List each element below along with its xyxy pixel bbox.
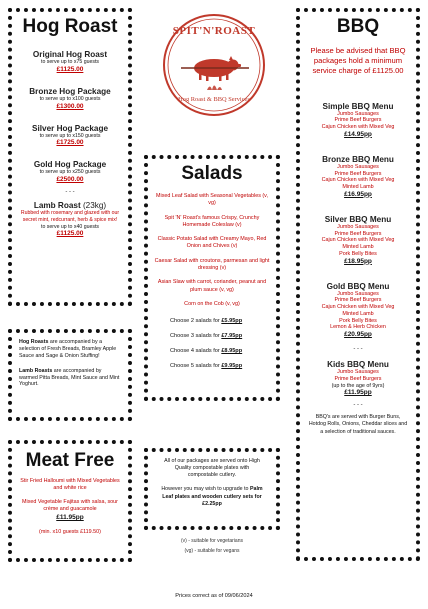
salads-panel: [144, 155, 280, 401]
choose-price: £5.95pp: [221, 318, 243, 325]
upgrade-offer: Palm Leaf plates and wooden cutlery sets for £2.25pp: [162, 486, 263, 507]
menu-price: £11.95pp: [344, 389, 372, 397]
package-price: £2500.00: [56, 176, 84, 183]
menu-item: Cajun Chicken with Mixed Veg: [321, 237, 395, 244]
bbq-menu-silver: [304, 215, 412, 265]
menu-item: Prime Beef Burgers: [334, 297, 382, 304]
bbq-menu-kids: [304, 360, 412, 396]
lamb-title: [12, 201, 128, 210]
prices-footer: Prices correct as of 09/06/2024: [175, 593, 253, 599]
meat-free-item-2: Mixed Vegetable Fajitas with salsa, sour crème and guacamole: [22, 498, 118, 512]
choose-option: Choose 4 salads for £8.95pp: [170, 348, 243, 355]
menu-name: Bronze BBQ Menu: [322, 154, 394, 164]
menu-item: Minted Lamb: [342, 184, 374, 191]
choose-option: Choose 2 salads for £5.95pp: [170, 318, 243, 325]
lamb-name: Lamb Roast: [33, 201, 81, 210]
hog-accomp-text: are accompanied by a selection of Fresh Breads, Bramley Apple Sauce and Sage & Onion Stuffing!: [19, 339, 117, 359]
legend-vegan: (vg) - suitable for vegans: [184, 547, 240, 554]
lamb-description: Rubbed with rosemary and glazed with our secret mint, redcurrant, herb & spice mix!: [20, 210, 120, 223]
menu-price: £14.95pp: [344, 130, 372, 138]
lamb-serves: to serve up to x40 guests: [41, 223, 99, 230]
logo: [159, 10, 269, 120]
menu-name: Simple BBQ Menu: [322, 101, 394, 111]
choose-price: £7.95pp: [221, 333, 243, 340]
menu-name: Kids BBQ Menu: [327, 360, 389, 370]
lamb-roast: [12, 201, 128, 237]
menu-item: (up to the age of 9yrs): [331, 382, 385, 389]
package-name: Bronze Hog Package: [29, 86, 111, 96]
hog-roast-title: Hog Roast: [22, 16, 118, 37]
package-detail: to serve up to x100 guests: [39, 95, 101, 102]
package-price: £1725.00: [56, 139, 84, 147]
salad-pricing: [154, 318, 270, 369]
meat-free-min: (min. x10 guests £119.50): [39, 529, 101, 536]
bbq-notice: Please be advised that BBQ packages hold a minimum service charge of £1125.00: [310, 46, 406, 75]
salads-title: Salads: [181, 163, 243, 184]
bbq-menu-bronze: [304, 155, 412, 198]
package-price: £1125.00: [56, 65, 84, 73]
menu-item: Minted Lamb: [342, 310, 374, 317]
separator: - - -: [65, 189, 75, 195]
hog-package-bronze: [12, 87, 128, 110]
bbq-panel: [296, 8, 420, 561]
bbq-menu-simple: [304, 102, 412, 138]
bbq-menu-gold: [304, 282, 412, 339]
menu-item: Lemon & Herb Chicken: [330, 324, 386, 331]
hog-accompaniments: [19, 339, 121, 360]
serving-text-2: However you may wish to upgrade to Palm Leaf plates and wooden cutlery sets for £2.25pp: [161, 486, 263, 507]
menu-item: Cajun Chicken with Mixed Veg: [321, 124, 395, 131]
package-detail: to serve up to x150 guests: [39, 132, 101, 139]
meat-free-title: Meat Free: [25, 450, 115, 471]
accompaniments-panel: [8, 329, 132, 421]
lamb-price: £1125.00: [56, 230, 84, 238]
menu-item: Prime Beef Burgers: [334, 375, 382, 382]
logo-top-text: SPIT'N'ROAST: [172, 25, 256, 37]
menu-item: Minted Lamb: [342, 244, 374, 251]
meat-free-item-1: Stir Fried Halloumi with Mixed Vegetables and white rice: [20, 478, 120, 492]
menu-item: Prime Beef Burgers: [334, 170, 382, 177]
choose-price: £8.95pp: [221, 348, 243, 355]
hog-accomp-bold: Hog Roasts: [19, 339, 49, 345]
menu-item: Pork Belly Bites: [339, 317, 377, 324]
package-name: Gold Hog Package: [33, 160, 107, 170]
logo-bottom-text: Hog Roast & BBQ Services: [178, 96, 250, 103]
menu-item: Jumbo Sausages: [337, 163, 379, 170]
package-name: Silver Hog Package: [32, 123, 108, 133]
lamb-accompaniments: [19, 368, 121, 389]
choose-option: Choose 3 salads for £7.95pp: [170, 333, 243, 340]
salad-item: Asian Slaw with carrot, coriander, peanut and plum sauce (v, vg): [157, 279, 267, 293]
serving-panel: [144, 448, 280, 530]
salad-item: Corn on the Cob (v, vg): [184, 300, 240, 307]
menu-item: Jumbo Sausages: [337, 369, 379, 376]
menu-item: Jumbo Sausages: [337, 110, 379, 117]
menu-item: Pork Belly Bites: [339, 250, 377, 257]
meat-free-panel: [8, 440, 132, 562]
menu-price: £16.95pp: [344, 190, 372, 198]
menu-item: Prime Beef Burgers: [334, 230, 382, 237]
hog-package-silver: [12, 124, 128, 147]
choose-option: Choose 5 salads for £9.95pp: [170, 363, 243, 370]
menu-name: Silver BBQ Menu: [324, 214, 392, 224]
bbq-footnote: BBQ's are served with Burger Buns, Hotdog Rolls, Onions, Cheddar slices and a selection of traditional sauces.: [308, 414, 408, 435]
meat-free-price: £11.95pp: [56, 514, 84, 522]
salad-item: Caesar Salad with croutons, parmesan and light dressing (v): [154, 257, 270, 272]
menu-item: Cajun Chicken with Mixed Veg: [321, 177, 395, 184]
separator: - - -: [353, 346, 363, 353]
hog-roast-panel: [8, 8, 132, 306]
lamb-accomp-text: are accompanied by warmed Pitta Breads, Mint Sauce and Mint Yoghurt.: [19, 367, 120, 388]
lamb-accomp-bold: Lamb Roasts: [19, 367, 53, 374]
package-detail: to serve up to x75 guests: [41, 59, 99, 65]
menu-price: £18.95pp: [344, 257, 372, 265]
hog-package-original: [12, 50, 128, 73]
menu-item: Jumbo Sausages: [337, 290, 379, 297]
serving-text-1: All of our packages are served onto High Quality compostable plates with compostable cutlery.: [164, 458, 260, 479]
salad-item: Mixed Leaf Salad with Seasonal Vegetables (v, vg): [156, 193, 268, 207]
menu-price: £20.95pp: [344, 331, 372, 339]
menu-item: Jumbo Sausages: [337, 223, 379, 230]
choose-price: £9.95pp: [221, 363, 243, 370]
bbq-title: BBQ: [336, 16, 380, 37]
legend: [144, 537, 280, 556]
package-price: £1300.00: [56, 102, 84, 110]
package-name: Original Hog Roast: [32, 50, 108, 59]
legend-vegetarian: (v) - suitable for vegetarians: [181, 538, 243, 544]
separator: - - -: [353, 402, 363, 409]
salad-item: Spit 'N' Roast's famous Crispy, Crunchy Homemade Coleslaw (v): [164, 214, 260, 228]
menu-item: Prime Beef Burgers: [334, 117, 382, 124]
menu-name: Gold BBQ Menu: [326, 281, 390, 291]
menu-item: Cajun Chicken with Mixed Veg: [321, 304, 395, 311]
hog-package-gold: [12, 160, 128, 183]
salad-item: Classic Potato Salad with Creamy Mayo, Red Onion and Chives (v): [157, 236, 267, 250]
package-detail: to serve up to x250 guests: [39, 169, 101, 176]
lamb-weight: (23kg): [82, 201, 107, 210]
